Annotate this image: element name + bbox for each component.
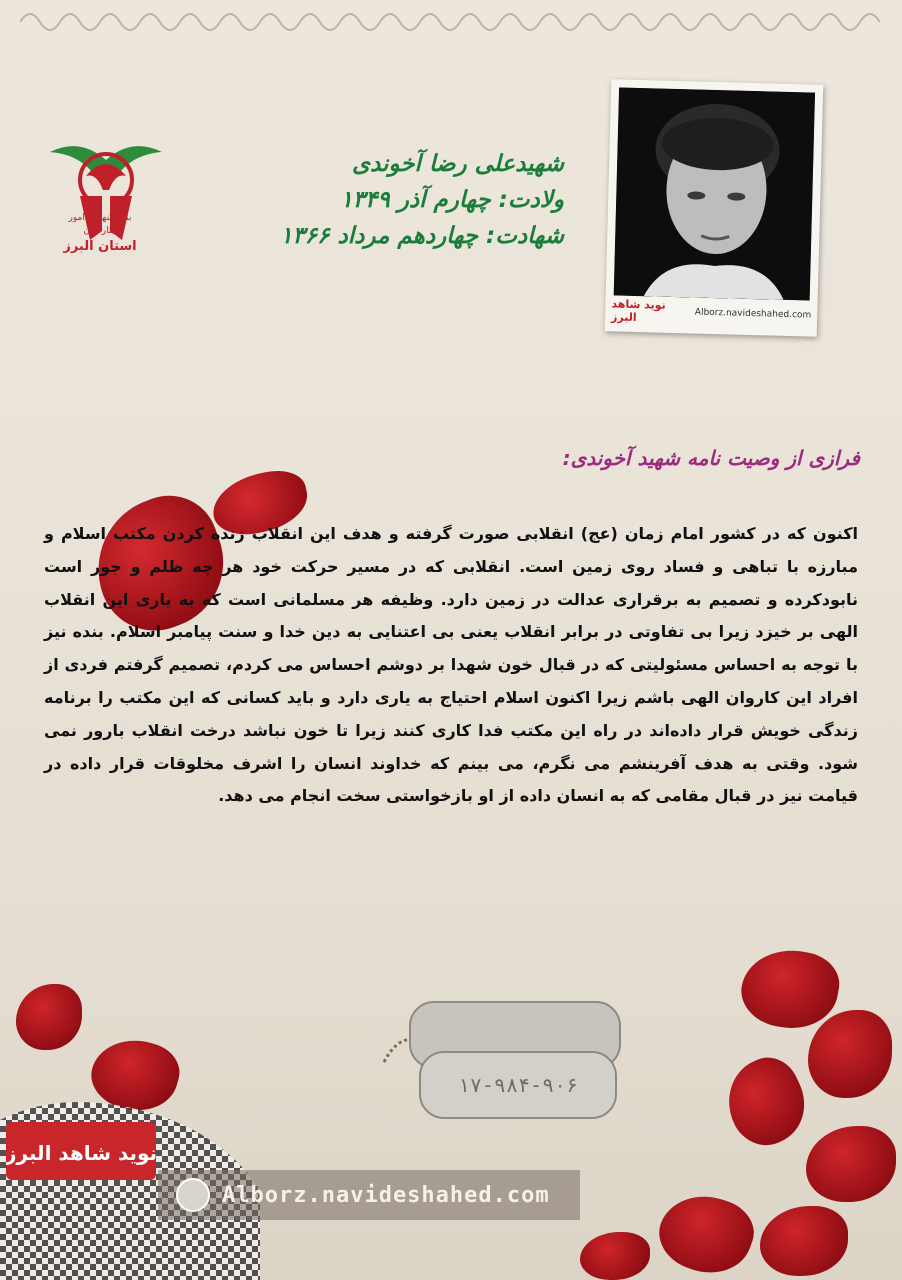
rose-petal-decoration (714, 1048, 818, 1156)
footer-brand-text: نوید شاهد البرز (6, 1141, 156, 1165)
martyr-portrait (614, 87, 815, 300)
martyr-photo-frame (605, 79, 824, 336)
rose-petal-decoration (760, 1206, 848, 1276)
logo-province: استان البرز (63, 239, 137, 254)
rose-petal-decoration (580, 1232, 650, 1280)
footer-brand-logo (6, 1118, 156, 1184)
globe-icon (176, 1178, 210, 1212)
photo-watermark-url: Alborz.navideshahed.com (694, 307, 812, 321)
dog-tag-image (380, 992, 630, 1132)
photo-watermark (611, 295, 812, 330)
birth-date: ولادت: چهارم آذر ۱۳۴۹ (340, 187, 564, 213)
rose-petal-decoration (16, 984, 82, 1050)
martyr-name: شهیدعلی رضا آخوندی (351, 151, 564, 177)
spiral-binding (20, 6, 880, 38)
rose-petal-decoration (808, 1010, 892, 1098)
website-bar (158, 1170, 580, 1220)
logo-caption (54, 212, 146, 253)
martyrdom-date: شهادت: چهاردهم مرداد ۱۳۶۶ (280, 223, 564, 249)
rose-petal-decoration (806, 1126, 896, 1202)
torn-paper-edge (0, 0, 902, 40)
website-url[interactable]: Alborz.navideshahed.com (222, 1182, 550, 1208)
dog-tag-number: ۱۷-۹۸۴-۹۰۶ (457, 1073, 579, 1097)
rose-petal-decoration (650, 1183, 762, 1280)
martyr-info (280, 146, 564, 254)
will-excerpt: اکنون که در کشور امام زمان (عج) انقلابی صورت گرفته و هدف این انقلاب زنده کردن مکتب اسلام و مبارزه با تباهی و فساد روی زمین است. انقلابی که در مسیر حرکت خود هر چه ظلم و جور است نابودکرده و تصمیم به برقراری عدالت در زمین دارد. وظیفه هر مسلمانی است که به یاری این انقلاب الهی بر خیزد زیرا بی تفاوتی در برابر انقلاب یعنی بی اعتنایی به دین خدا و سنت پیامبر اسلام. بنده نیز با توجه به احساس مسئولیتی که در قبال خون شهدا بر دوشم احساس می کردم، تصمیم گرفتم فردی از افراد این کاروان الهی باشم زیرا اکنون اسلام احتیاج به یاری دارد و باید کسانی که این مکتب را برنامه زندگی خویش قرار داده‌اند در راه این مکتب فدا کاری کنند زیرا تا خون نباشد درخت انقلاب بارور نمی شود. وقتی به هدف آفرینشم می نگرم، می بینم که خداوند انسان را اشرف مخلوقات قرار داده در قیامت نیز در قبال مقامی که به انسان داده از او بازخواستی سخت انجام می دهد. (38, 524, 858, 806)
logo-org-line: بنیاد شهید و امور ایثارگران (68, 213, 132, 236)
section-title: فرازی از وصیت نامه شهید آخوندی: (562, 446, 860, 470)
photo-watermark-brand: نوید شاهد البرز (610, 297, 666, 325)
